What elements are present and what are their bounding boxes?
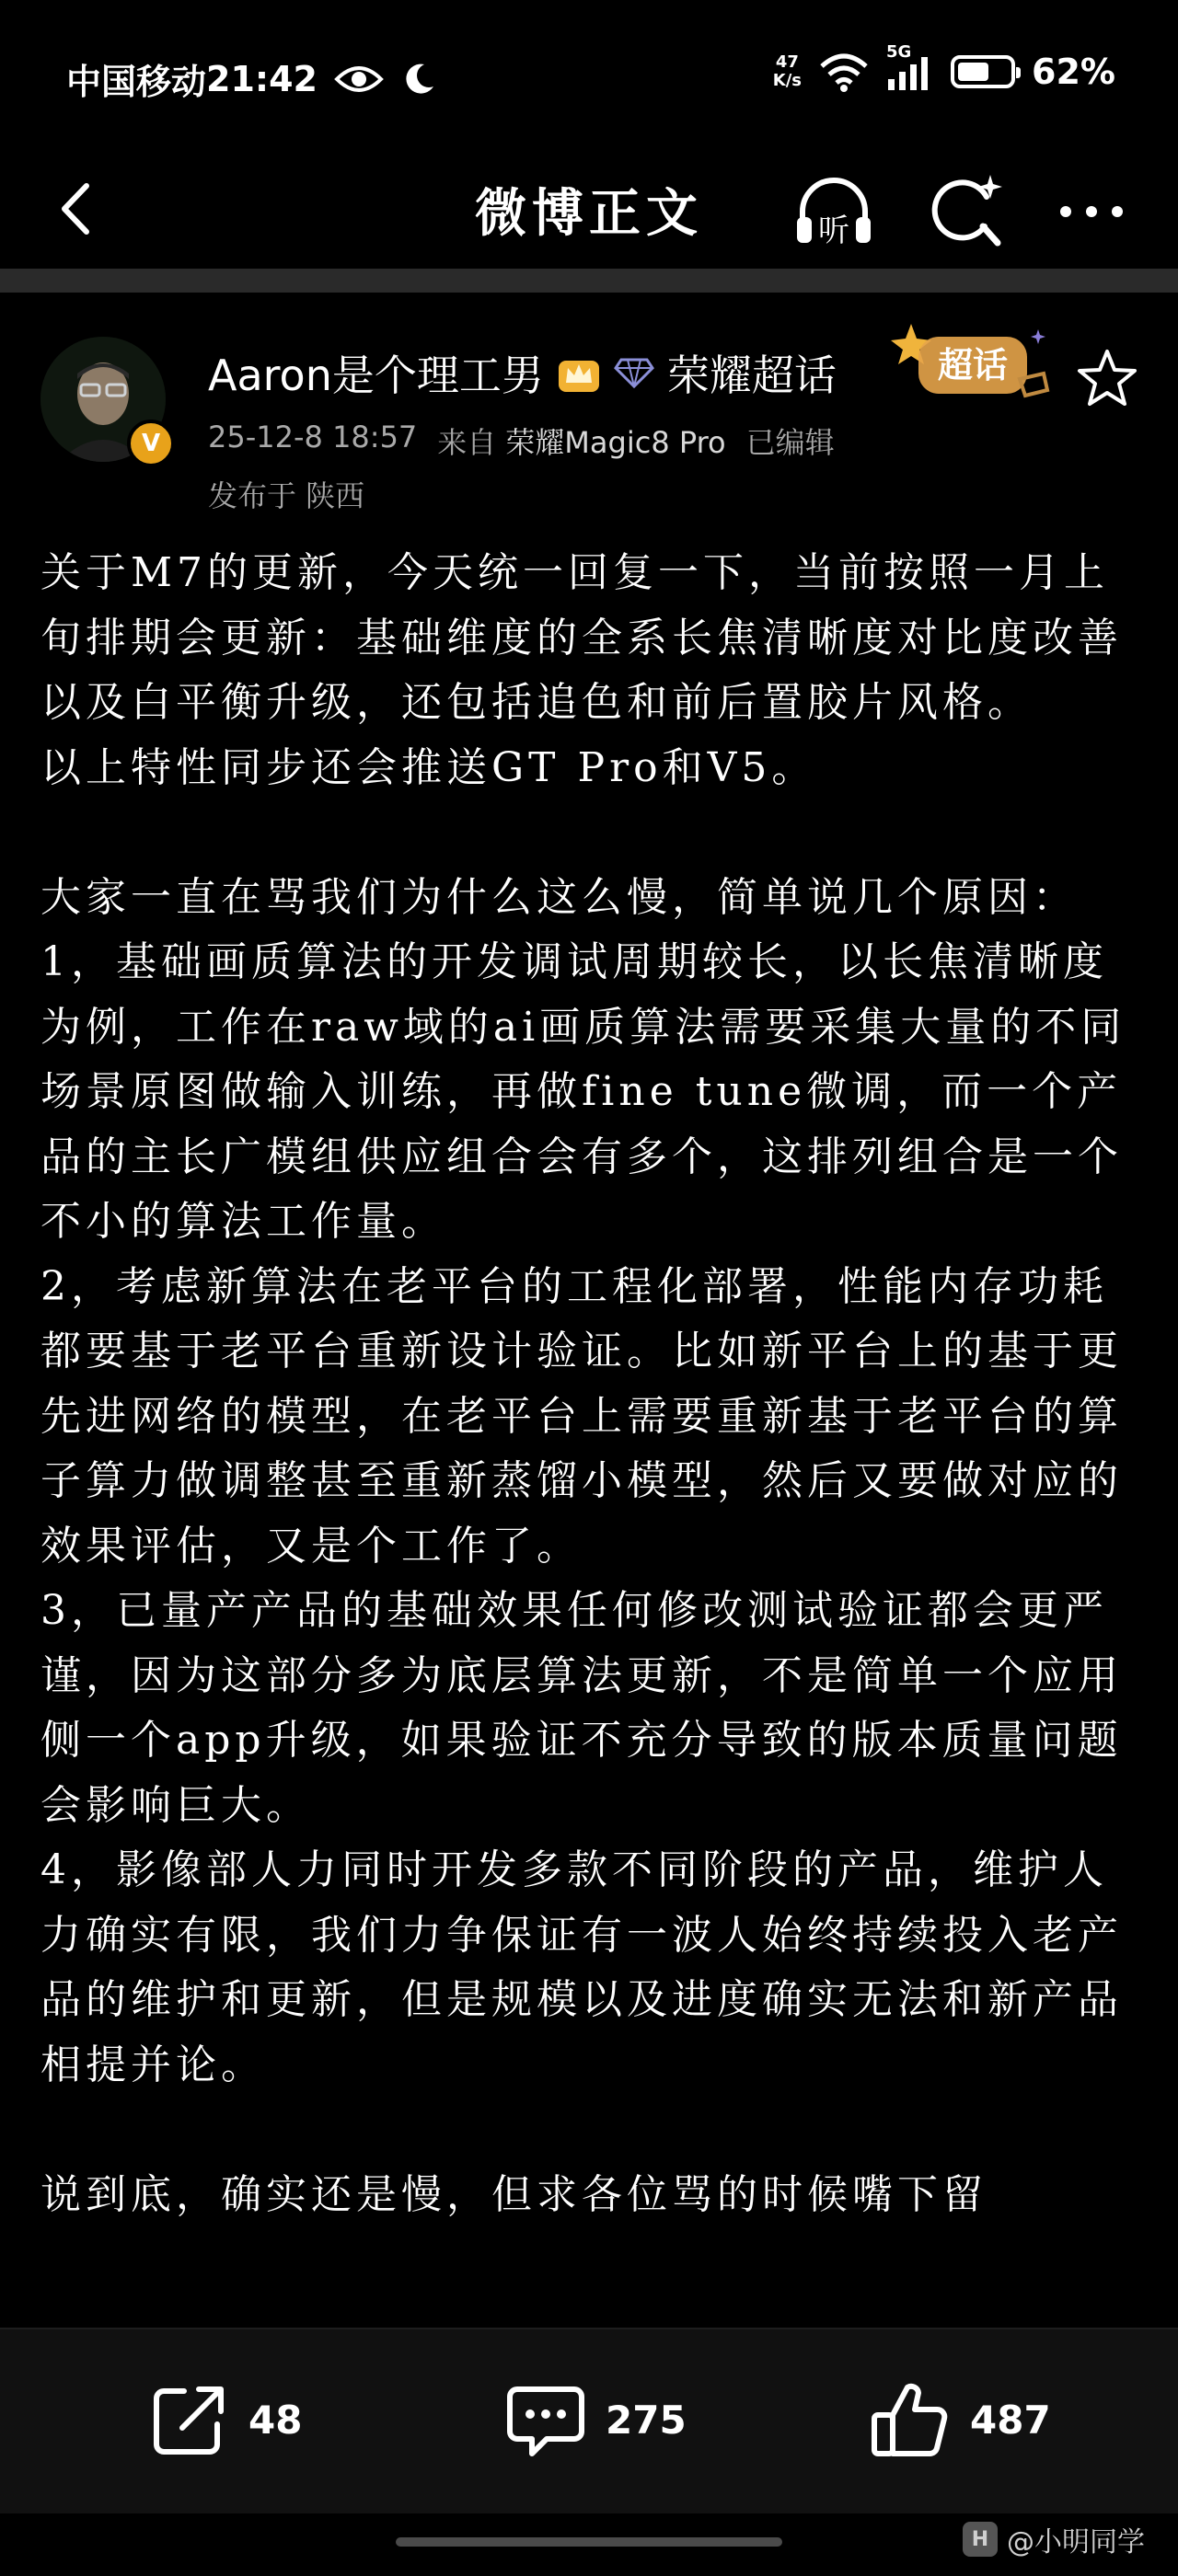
watermark-text: @小明同学 <box>1007 2526 1145 2559</box>
source-device[interactable]: 荣耀Magic8 Pro <box>505 425 726 460</box>
supertopic-badge-label: 超话 <box>937 345 1009 385</box>
headphones-icon[interactable] <box>790 167 878 256</box>
post-location: 发布于 陕西 <box>208 478 365 513</box>
home-indicator[interactable] <box>396 2537 782 2547</box>
paragraph: 说到底，确实还是慢，但求各位骂的时候嘴下留 <box>40 2170 987 2218</box>
crown-icon <box>557 351 601 394</box>
topic-link[interactable]: 荣耀超话 <box>666 351 837 400</box>
eye-icon <box>334 61 384 98</box>
clock: 21:42 <box>206 58 318 99</box>
moon-icon <box>400 61 437 98</box>
thumbs-up-icon <box>869 2378 952 2461</box>
edited-label[interactable]: 已编辑 <box>745 425 835 460</box>
source-prefix: 来自 <box>437 425 497 460</box>
paragraph: 2，考虑新算法在老平台的工程化部署，性能内存功耗都要基于老平台重新设计验证。比如新平台上的基于更先进网络的模型，在老平台上需要重新基于老平台的算子算力做调整甚至重新蒸馏小模型，然后又要做对应的效果评估，又是个工作了。 <box>40 1262 1123 1570</box>
signal-label: 5G <box>886 42 912 62</box>
paragraph: 1，基础画质算法的开发调试周期较长，以长焦清晰度为例，工作在raw域的ai画质算法需要采集大量的不同场景原图做输入训练，再做fine tune微调，而一个产品的主长广模组供应组合会有多个，这排列组合是一个不小的算法工作量。 <box>40 938 1126 1245</box>
repost-count: 48 <box>248 2397 303 2443</box>
search-icon[interactable] <box>920 167 1009 256</box>
paragraph: 3，已量产产品的基础效果任何修改测试验证都会更严谨，因为这部分多为底层算法更新，不是简单一个应用侧一个app升级，如果验证不充分导致的版本质量问题会影响巨大。 <box>40 1587 1123 1829</box>
listen-label: 听 <box>818 213 849 249</box>
battery-fill <box>958 63 988 81</box>
paragraph: 4，影像部人力同时开发多款不同阶段的产品，维护人力确实有限，我们力争保证有一波人始终持续投入老产品的维护和更新，但是规模以及进度确实无法和新产品相提并论。 <box>40 1846 1123 2088</box>
username[interactable]: Aaron是个理工男 <box>208 351 544 400</box>
action-bar <box>0 2328 1178 2513</box>
paragraph <box>40 2098 1141 2163</box>
nav-bar <box>0 156 1178 267</box>
author-row <box>208 342 837 403</box>
status-bar <box>0 0 1178 156</box>
repost-button[interactable] <box>147 2374 302 2466</box>
post-date: 25-12-8 18:57 <box>208 420 418 454</box>
net-speed: 47 K/s <box>772 52 803 90</box>
watermark <box>963 2519 1145 2559</box>
diamond-icon <box>614 356 654 389</box>
page-title: 微博正文 <box>475 184 703 244</box>
battery-icon <box>951 55 1015 88</box>
like-count: 487 <box>970 2397 1051 2443</box>
paragraph: 关于M7的更新，今天统一回复一下，当前按照一月上旬排期会更新：基础维度的全系长焦清晰度对比度改善以及白平衡升级，还包括追色和前后置胶片风格。 <box>40 549 1123 726</box>
cellular-signal <box>886 42 934 90</box>
like-button[interactable] <box>869 2374 1051 2466</box>
comment-button[interactable] <box>504 2374 687 2466</box>
battery-percent: 62% <box>1032 52 1115 92</box>
paragraph <box>40 800 1141 866</box>
verified-badge: V <box>127 420 175 467</box>
more-icon[interactable] <box>1047 167 1136 256</box>
comment-icon <box>504 2378 587 2461</box>
paragraph: 以上特性同步还会推送GT Pro和V5。 <box>40 743 817 791</box>
favorite-star-icon[interactable] <box>1075 346 1139 410</box>
carrier: 中国移动 <box>66 62 207 102</box>
status-right <box>772 42 1115 92</box>
comment-count: 275 <box>606 2397 687 2443</box>
section-divider <box>0 269 1178 293</box>
supertopic-badge-icon[interactable] <box>891 311 1057 412</box>
status-left <box>66 53 437 104</box>
wifi-icon <box>818 52 870 92</box>
repost-icon <box>147 2378 230 2461</box>
watermark-logo-icon: H <box>963 2522 998 2557</box>
post-meta <box>208 420 835 462</box>
post-content <box>40 541 1141 2328</box>
paragraph: 大家一直在骂我们为什么这么慢，简单说几个原因： <box>40 873 1078 921</box>
